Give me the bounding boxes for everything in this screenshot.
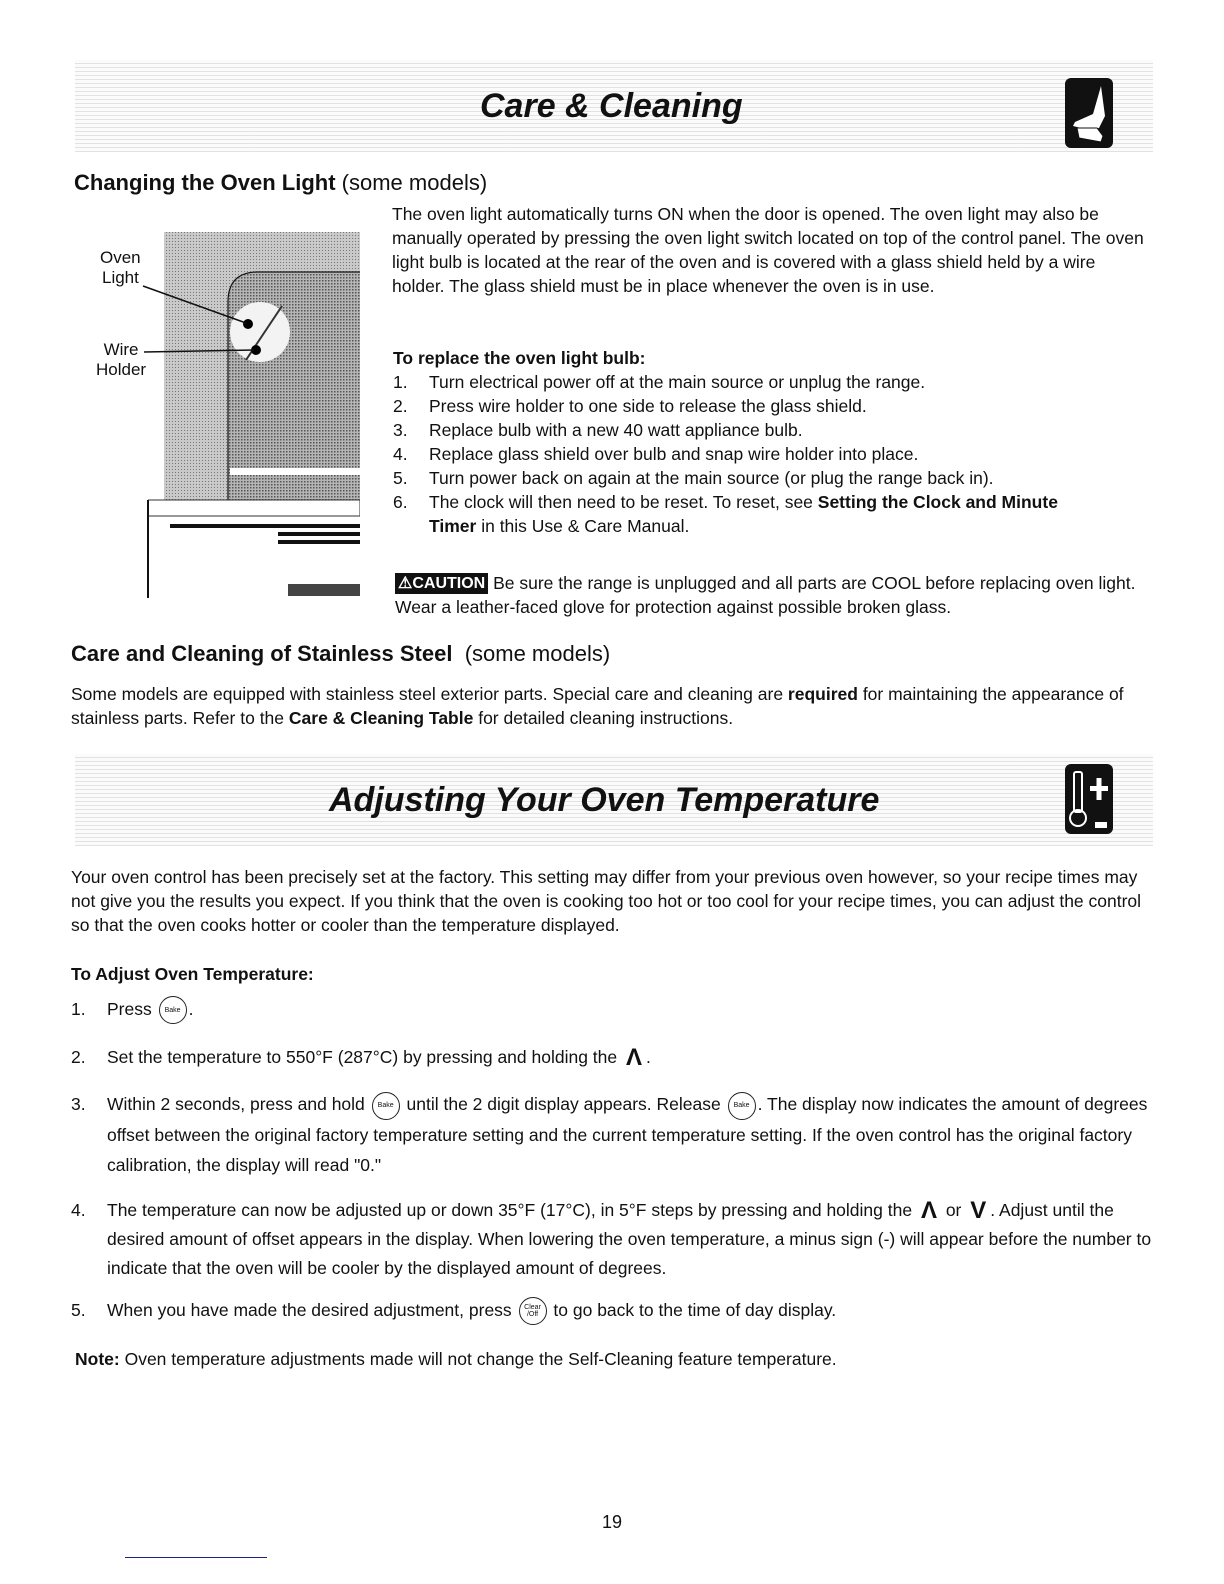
down-arrow-icon: V: [970, 1196, 987, 1224]
bake-key-icon: Bake: [728, 1092, 756, 1120]
temperature-intro: Your oven control has been precisely set at the factory. This setting may differ from your previous oven however, so your recipe times may not give you the results you expect. If you think that the oven is cooking too hot or too cool for your recipe times, you can adjust the control so that the oven cooks hotter or cooler than the temperature displayed.: [71, 867, 1142, 935]
bake-key-icon: Bake: [372, 1092, 400, 1120]
step-item: 2. Set the temperature to 550°F (287°C) by pressing and holding the Λ .: [71, 1044, 651, 1072]
section-title: Care & Cleaning: [480, 86, 743, 125]
replace-bulb-steps: [393, 370, 1153, 538]
thermometer-plus-minus-icon: [1065, 764, 1113, 834]
up-arrow-icon: Λ: [626, 1044, 643, 1072]
adjust-temperature-steps: [71, 996, 1156, 1325]
step-item: 5. When you have made the desired adjustment, press Clear /Off to go back to the time of day display.: [71, 1297, 1156, 1325]
caution-notice: ⚠CAUTION Be sure the range is unplugged and all parts are COOL before replacing oven light. Wear a leather-faced glove for protection against possible broken glass.: [395, 573, 1136, 617]
link-setting-clock: Setting the Clock and Minute Timer: [429, 492, 1058, 536]
section-title: Adjusting Your Oven Temperature: [329, 780, 880, 819]
step-item: 1. Press Bake .: [71, 996, 1156, 1024]
step-item: 6. The clock will then need to be reset. To reset, see Setting the Clock and Minute Timer in this Use & Care Manual.: [393, 492, 1058, 536]
step-item: 2. Press wire holder to one side to release the glass shield.: [393, 396, 867, 416]
footer-line: [125, 1557, 267, 1558]
oven-light-heading: Changing the Oven Light (some models): [74, 170, 488, 195]
oven-light-label: Oven Light: [100, 248, 141, 287]
temperature-banner: [75, 754, 1153, 846]
bake-key-icon: Bake: [159, 996, 187, 1024]
up-arrow-icon: Λ: [920, 1196, 937, 1224]
step-item: 4. Replace glass shield over bulb and snap wire holder into place.: [393, 444, 919, 464]
step-item: 1. Turn electrical power off at the main source or unplug the range.: [393, 372, 926, 392]
link-care-cleaning-table: Care & Cleaning Table: [288, 708, 474, 728]
replace-bulb-heading: To replace the oven light bulb:: [393, 348, 646, 368]
caution-badge: ⚠CAUTION: [395, 573, 488, 594]
page-number: 19: [601, 1512, 623, 1532]
oven-light-intro: The oven light automatically turns ON when the door is opened. The oven light may also be manually operated by pressing the oven light switch located on top of the control panel. The oven light bulb is located at the rear of the oven and is covered with a glass shield held by a wire holder. The glass shield must be in place whenever the oven is in use.: [392, 204, 1144, 296]
callout-lines: [0, 0, 400, 600]
temperature-note: Note: Oven temperature adjustments made will not change the Self-Cleaning feature temperature.: [75, 1349, 837, 1369]
step-item: 5. Turn power back on again at the main source (or plug the range back in).: [393, 468, 994, 488]
step-item: 3. Within 2 seconds, press and hold Bake until the 2 digit display appears. Release Bake . The display now indicates the amount of degrees offset between the original factory temperature setting and the current temperature setting. If the oven control has the original factory calibration, the display will read "0.": [71, 1089, 1156, 1179]
step-item: 4. The temperature can now be adjusted up or down 35°F (17°C), in 5°F steps by pressing and holding the Λ or V . Adjust until the desired amount of offset appears in the display. When lowering the oven temperature, a minus sign (-) will appear before the number to indicate that the oven will be cooler by the displayed amount of degrees.: [71, 1196, 1152, 1278]
wire-holder-label: Wire Holder: [96, 340, 147, 379]
adjust-temperature-heading: To Adjust Oven Temperature:: [71, 964, 314, 984]
step-item: 3. Replace bulb with a new 40 watt appliance bulb.: [393, 420, 803, 440]
clear-off-key-icon: Clear /Off: [519, 1297, 547, 1325]
stainless-heading: Care and Cleaning of Stainless Steel (some models): [71, 641, 611, 666]
hand-cleaning-icon: [1065, 78, 1113, 148]
stainless-paragraph: Some models are equipped with stainless steel exterior parts. Special care and cleaning are required for maintaining the appearance of stainless parts. Refer to the Care & Cleaning Table for detailed cleaning instructions.: [71, 684, 1124, 728]
